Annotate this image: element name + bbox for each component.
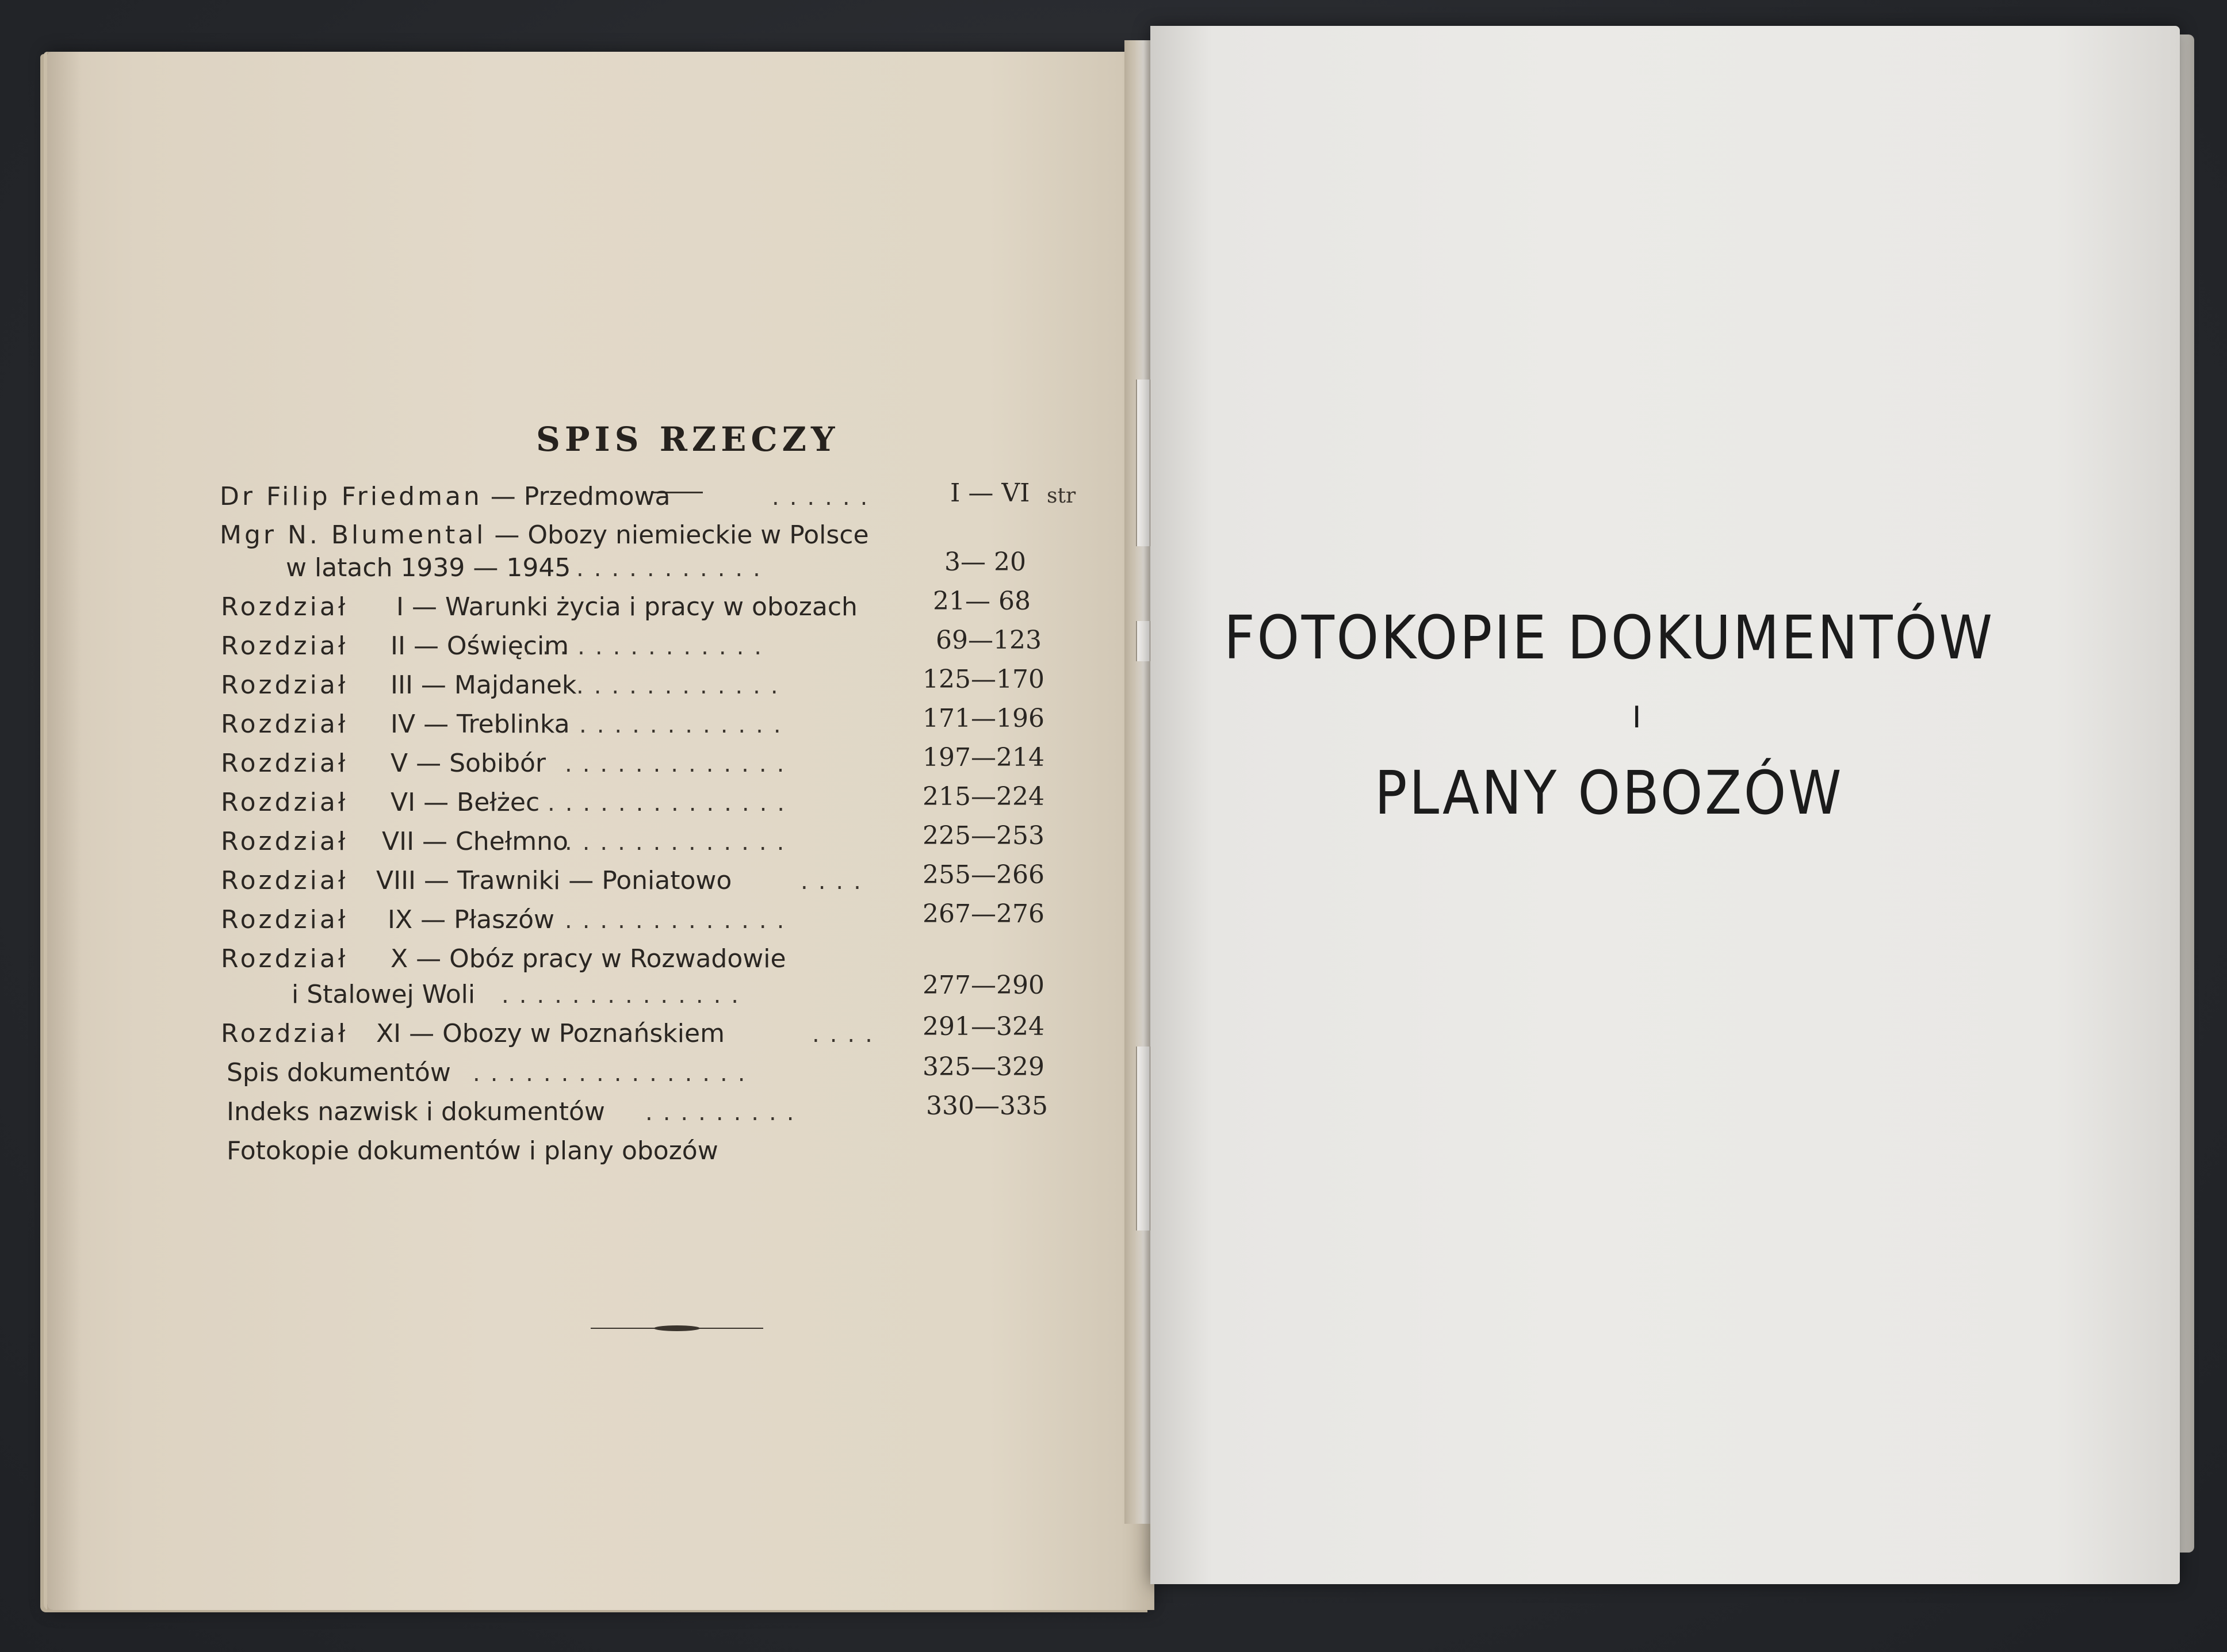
toc-entry-text: Spis dokumentów [227,1058,451,1087]
toc-entry-text: — Obozy niemieckie w Polsce [486,520,869,550]
toc-entry-pages: 330—335 [926,1091,1048,1121]
leader-dots: ............. [565,751,795,777]
toc-entry-lead: Rozdział [221,631,349,661]
binding-stitch [1136,380,1151,546]
leader-dots: ............. [565,829,795,856]
toc-entry [221,710,570,739]
toc-entry-text: VII — Chełmno [382,827,568,856]
toc-entry-lead: Dr Filip Friedman [220,482,483,511]
toc-entry [221,670,577,700]
toc-entry-text: I — Warunki życia i pracy w obozach [396,592,858,622]
toc-entry-pages: I — VI [950,478,1030,508]
left-page [47,52,1154,1610]
toc-entry-lead: Rozdział [221,905,349,934]
toc-entry-text: X — Obóz pracy w Rozwadowie [391,944,786,973]
toc-entry-lead: Mgr N. Blumental [220,520,487,550]
leader-dots: .............. [502,982,749,1009]
toc-entry [221,866,732,895]
toc-entry [220,482,670,511]
leader-dots: ........... [576,555,771,582]
toc-entry-text: IV — Treblinka [391,710,570,739]
toc-entry [221,749,546,778]
right-page-title-line3: PLANY OBOZÓW [1375,758,1844,828]
toc-entry-text: i Stalowej Woli [292,980,476,1009]
leader-dots: .............. [548,790,795,817]
leader-dots: .... [801,868,871,895]
toc-entry [221,905,555,934]
toc-entry [227,1136,718,1166]
toc-entry-pages: 125—170 [923,665,1044,694]
toc-entry-text: Fotokopie dokumentów i plany obozów [227,1136,718,1166]
leader-dots: .............. [525,634,772,660]
binding-stitch [1136,621,1151,661]
toc-entry-pages: 325—329 [923,1052,1044,1082]
page-column-label: str [1047,484,1076,508]
toc-entry-text: VI — Bełżec [391,788,540,817]
leader-dots: ......... [645,1099,805,1126]
toc-entry-pages: 197—214 [923,743,1044,772]
toc-entry [220,520,869,550]
toc-entry-text: V — Sobibór [391,749,546,778]
leader-dots: ............. [565,907,795,934]
toc-entry-lead: Rozdział [221,710,349,739]
binding-stitch [1136,1047,1151,1231]
toc-entry-lead: Rozdział [221,944,349,973]
toc-entry-pages: 21— 68 [933,587,1031,616]
toc-entry-pages: 255—266 [923,860,1044,890]
toc-title: SPIS RZECZY [536,420,840,459]
toc-entry-text: IX — Płaszów [388,905,555,934]
toc-entry-text: VIII — Trawniki — Poniatowo [376,866,732,895]
toc-entry-text: — Przedmowa [482,482,671,511]
toc-entry-lead: Rozdział [221,670,349,700]
toc-entry-lead: Rozdział [221,749,349,778]
toc-entry [221,944,786,973]
toc-entry-pages: 291—324 [923,1012,1044,1041]
toc-entry [292,980,475,1009]
toc-entry [221,631,569,661]
table-of-contents [47,52,1154,1610]
toc-entry-text: w latach 1939 — 1945 [286,553,571,582]
toc-entry [221,592,858,622]
toc-entry-pages: 3— 20 [944,547,1026,577]
right-page-title-line1: FOTOKOPIE DOKUMENTÓW [1224,603,1995,673]
toc-entry-text: II — Oświęcim [391,631,569,661]
toc-entry [221,827,568,856]
toc-entry-lead: Rozdział [221,788,349,817]
toc-entry-lead: Rozdział [221,1019,349,1048]
toc-entry-pages: 267—276 [923,899,1044,929]
toc-entry-pages: 225—253 [923,821,1044,850]
toc-entry-lead: Rozdział [221,827,349,856]
toc-entry-pages: 171—196 [923,704,1044,733]
leader-dots: ............ [579,712,791,738]
toc-entry-pages: 277—290 [923,971,1044,1000]
toc-entry-lead: Rozdział [221,592,349,622]
right-page-title-line2: I [1632,700,1644,735]
toc-entry [221,788,540,817]
toc-entry [286,553,571,582]
toc-entry-lead: Rozdział [221,866,349,895]
leader-dots: ................ [473,1060,756,1087]
leader-dots: ............ [576,673,789,699]
toc-entry-text: XI — Obozy w Poznańskiem [376,1019,725,1048]
toc-entry [227,1058,451,1087]
decorative-ornament [591,1323,763,1334]
leader-dots: ...... [772,484,878,511]
toc-entry-pages: 69—123 [936,626,1042,655]
toc-entry [221,1019,725,1048]
leader-dots: .... [812,1021,883,1048]
toc-entry-text: III — Majdanek [391,670,577,700]
toc-entry-pages: 215—224 [923,782,1044,811]
toc-entry-text: Indeks nazwisk i dokumentów [227,1097,605,1126]
toc-entry [227,1097,605,1126]
